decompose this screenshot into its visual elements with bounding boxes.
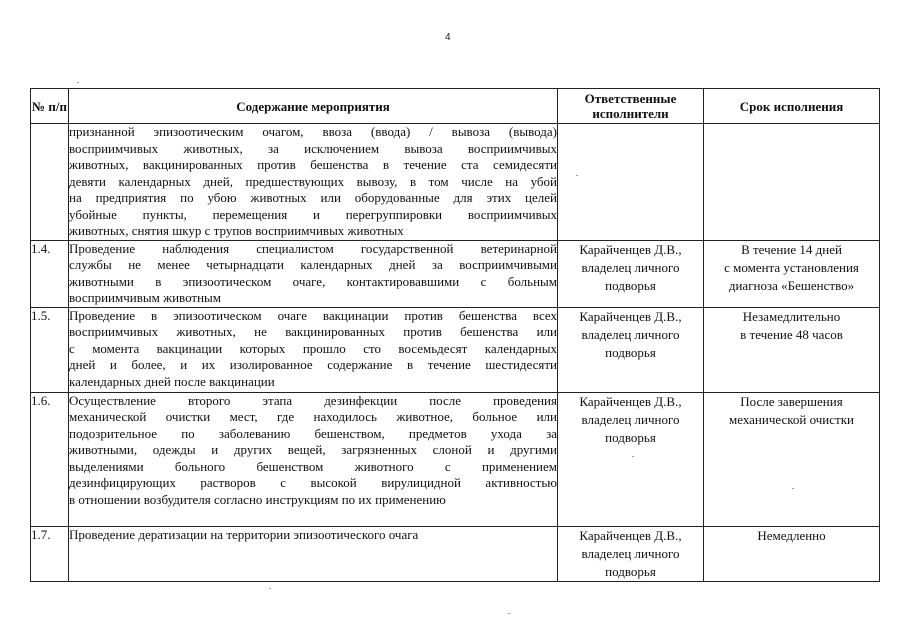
deadline-cell: [704, 307, 880, 392]
deadline-line: диагноза «Бешенство»: [728, 277, 855, 293]
row-number: 1.7.: [31, 526, 69, 581]
measure-content: [69, 240, 558, 307]
content-line: дезинфицирующих растворов с высокой вирулицидной активностью: [69, 475, 557, 490]
responsible-cell: [558, 124, 704, 241]
content-line: восприимчивых животных, не вакцинированных против бешенства или: [69, 324, 557, 339]
scan-speck: [77, 82, 79, 83]
row-number: 1.6.: [31, 392, 69, 526]
deadline-line: После завершения: [740, 393, 843, 409]
measure-content: [69, 307, 558, 392]
deadline-cell: [704, 124, 880, 241]
deadline-line: с момента установления: [724, 259, 859, 275]
scan-speck: [508, 613, 510, 614]
content-line: Проведение наблюдения специалистом государственной ветеринарной: [69, 240, 557, 256]
content-line: животных, снятия шкур с трупов восприимчивых животных: [69, 223, 404, 238]
content-line: механической очистки мест, где находилось животное, больное или: [69, 409, 557, 424]
content-line: календарных дней после вакцинации: [69, 373, 275, 389]
content-line: животными в эпизоотическом очаге, контактировавшими с больным: [69, 273, 557, 289]
measure-content: [69, 526, 558, 581]
responsible-line: Карайченцев Д.В.,: [579, 393, 682, 409]
content-line: Осуществление второго этапа дезинфекции после проведения: [69, 392, 557, 408]
table-header-row: [31, 89, 880, 124]
table-row: [31, 307, 880, 392]
content-line: животными, одежды и других вещей, загрязненных слоной и другими: [69, 442, 557, 457]
content-line: выделениями больного бешенством животного с применением: [69, 458, 557, 474]
table-row: [31, 124, 880, 241]
measure-content: [69, 392, 558, 526]
responsible-line: Карайченцев Д.В.,: [579, 308, 682, 324]
responsible-line: владелец личного: [581, 545, 680, 561]
deadline-line: Немедленно: [757, 527, 826, 543]
content-line: службы не менее четырнадцати календарных дней за восприимчивыми: [69, 257, 557, 272]
measure-content: [69, 124, 558, 241]
scan-speck: [632, 456, 634, 457]
deadline-line: в течение 48 часов: [740, 326, 843, 342]
content-line: с момента вакцинации которых прошло сто восемьдесят календарных: [69, 340, 557, 356]
deadline-line: механической очистки: [729, 411, 854, 427]
scan-speck: [269, 588, 271, 589]
deadline-cell: [704, 392, 880, 526]
page-number: 4: [445, 32, 451, 43]
measures-table: [30, 88, 880, 582]
content-line: признанной эпизоотическим очагом, ввоза (ввода) / вывоза (вывода): [69, 124, 557, 139]
header-num: № п/п: [31, 89, 69, 124]
content-line: в отношении возбудителя согласно инструкциям по их применению: [69, 491, 446, 507]
content-line: на предприятия по убою животных или оборудованные для этих целей: [69, 190, 557, 205]
responsible-line: владелец личного: [581, 326, 680, 342]
content-line: дней и более, и их изолированное содержание в течение шестидесяти: [69, 357, 557, 372]
deadline-cell: [704, 526, 880, 581]
responsible-cell: [558, 526, 704, 581]
content-line: восприимчивым животным: [69, 290, 222, 305]
responsible-line: владелец личного: [581, 259, 680, 275]
responsible-line: Карайченцев Д.В.,: [579, 241, 682, 257]
header-deadline: Срок исполнения: [704, 89, 880, 124]
responsible-cell: [558, 307, 704, 392]
header-responsible: Ответственные исполнители: [558, 89, 704, 124]
deadline-line: В течение 14 дней: [741, 241, 842, 257]
content-line: животных, вакцинированных против бешенства в течение ста семидесяти: [69, 157, 557, 172]
content-line: убойные пункты, перемещения и перегруппировки восприимчивых: [69, 206, 557, 222]
responsible-line: владелец личного: [581, 411, 680, 427]
scan-speck: [576, 175, 578, 176]
content-line: подозрительное по заболеванию бешенством, предметов ухода за: [69, 425, 557, 441]
responsible-line: подворья: [605, 429, 656, 445]
table-row: [31, 240, 880, 307]
row-number: [31, 124, 69, 241]
content-line: восприимчивых животных, за исключением вывоза восприимчивых: [69, 140, 557, 156]
row-number: 1.4.: [31, 240, 69, 307]
deadline-cell: [704, 240, 880, 307]
responsible-line: подворья: [605, 277, 656, 293]
responsible-line: Карайченцев Д.В.,: [579, 527, 682, 543]
responsible-line: подворья: [605, 563, 656, 579]
content-line: Проведение дератизации на территории эпизоотического очага: [69, 526, 419, 542]
scan-speck: [792, 488, 794, 489]
deadline-line: Незамедлительно: [742, 308, 841, 324]
table-row: [31, 526, 880, 581]
content-line: девяти календарных дней, предшествующих вывозу, в том числе на убой: [69, 173, 557, 189]
row-number: 1.5.: [31, 307, 69, 392]
responsible-cell: [558, 240, 704, 307]
responsible-cell: [558, 392, 704, 526]
content-line: Проведение в эпизоотическом очаге вакцинации против бешенства всех: [69, 307, 557, 323]
table-row: [31, 392, 880, 526]
responsible-line: подворья: [605, 344, 656, 360]
header-content: Содержание мероприятия: [69, 89, 558, 124]
